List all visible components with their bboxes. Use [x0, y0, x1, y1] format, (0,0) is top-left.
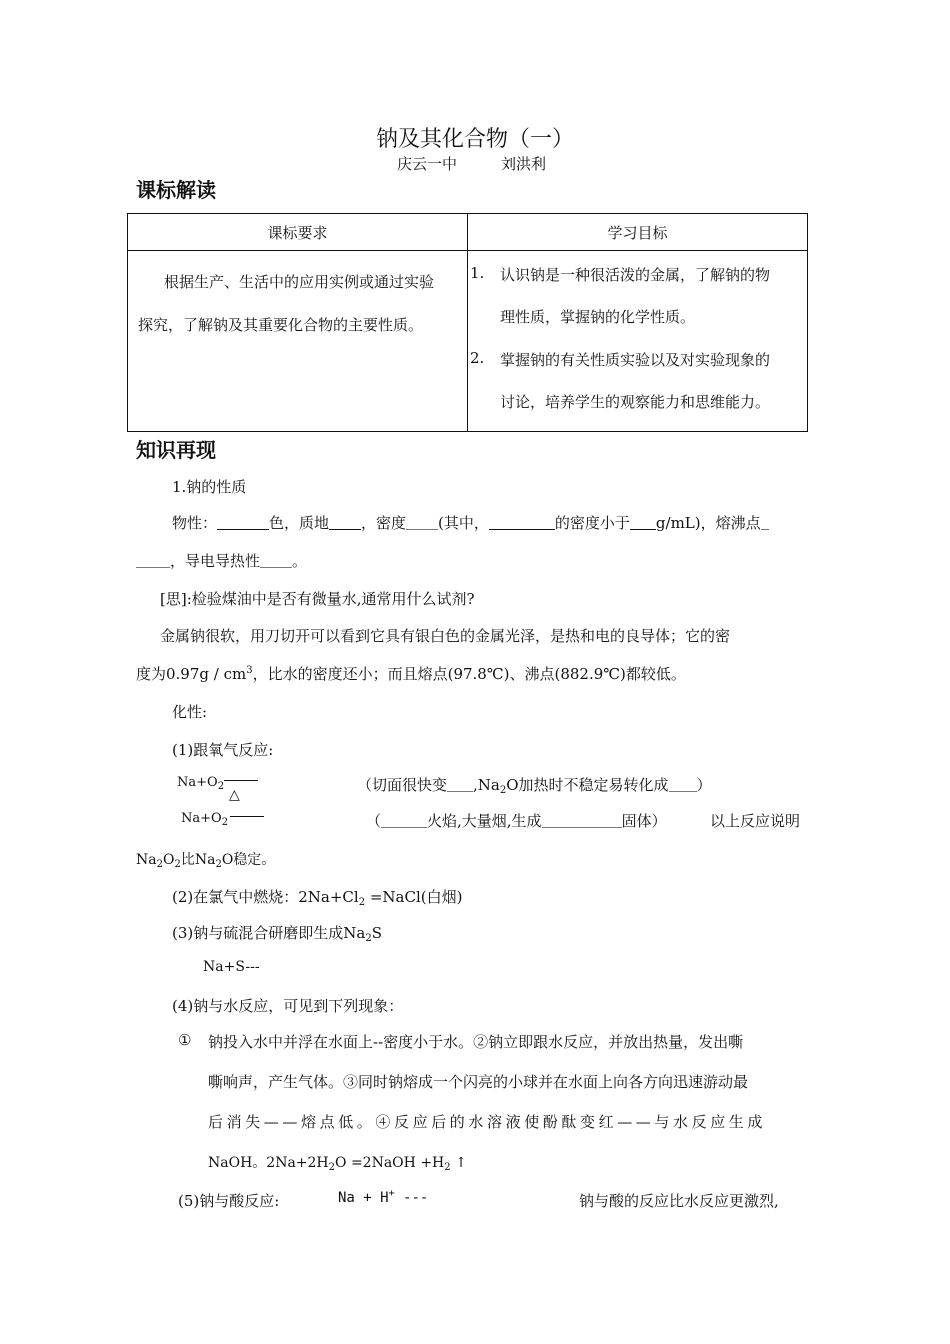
physical-properties-line2 — [136, 550, 307, 571]
chemical-properties-label: 化性: — [172, 703, 208, 721]
table-header-requirements: 课标要求 — [128, 214, 468, 251]
section-heading-knowledge: 知识再现 — [136, 438, 216, 462]
cont-sub3: 2 — [215, 859, 222, 870]
reaction4-line3: 后消失——熔点低。④反应后的水溶液使酚酞变红——与水反应生成 — [208, 1113, 767, 1131]
eq1-arrow-bar — [224, 780, 258, 781]
cont-b: O — [162, 852, 175, 868]
eq2-arrow-bar — [230, 816, 264, 817]
phys-text-2: ，密度 — [361, 514, 407, 532]
reaction3 — [172, 922, 382, 943]
eq1-note-d: ） — [696, 776, 712, 794]
standards-table — [127, 213, 808, 432]
blank-melting-a — [761, 513, 769, 530]
reaction5-title: (5)钠与酸反应: — [178, 1192, 280, 1210]
eq1-text: Na+O — [177, 775, 218, 790]
r2-text-b: =NaCl(白烟) — [365, 888, 463, 906]
requirement-text-line1: 根据生产、生活中的应用实例或通过实验 — [164, 273, 435, 291]
r4-l4-b: O =2NaOH +H — [335, 1155, 445, 1171]
equation2-conclusion-cont — [136, 849, 275, 869]
eq1-note-a: （切面很快变 — [357, 776, 448, 794]
cont-a: Na — [136, 852, 157, 868]
table-header-goals: 学习目标 — [468, 214, 808, 251]
reaction1-title: (1)跟氧气反应: — [172, 741, 274, 759]
reaction4-line4 — [208, 1152, 467, 1172]
equation1 — [177, 775, 224, 790]
eq2-note-b: 火焰,大量烟,生成 — [427, 812, 542, 830]
r4-l4-c: ↑ — [450, 1155, 467, 1171]
r4-l4-sub2: 2 — [444, 1162, 451, 1173]
paragraph-line1: 金属钠很软，用刀切开可以看到它具有银白色的金属光泽，是热和电的良导体；它的密 — [160, 627, 731, 645]
eq2-note-a: （ — [366, 812, 382, 830]
section-heading-standards: 课标解读 — [136, 178, 216, 202]
reaction3-equation: Na+S--- — [203, 959, 260, 975]
reaction4-title: (4)钠与水反应，可见到下列现象： — [172, 997, 404, 1015]
r2-sub: 2 — [358, 897, 366, 908]
r4-l4-a: NaOH。2Na+2H — [208, 1155, 329, 1171]
blank-product — [542, 811, 622, 828]
physical-properties-line1 — [172, 512, 769, 533]
phys-text-6: ，导电导热性 — [170, 552, 261, 570]
r3-sub: 2 — [365, 933, 372, 944]
eq1-sub: 2 — [217, 781, 225, 792]
blank-flame — [381, 811, 427, 828]
think-question: [思]:检验煤油中是否有微量水,通常用什么试剂? — [160, 590, 475, 608]
eq2-sub: 2 — [221, 817, 229, 828]
equation2-conclusion: 以上反应说明 — [710, 812, 801, 830]
cont-sub2: 2 — [174, 859, 181, 870]
r5-eq-sup: + — [388, 1188, 395, 1199]
blank-density-value — [630, 513, 656, 530]
equation2-note — [366, 810, 667, 831]
blank-conductivity — [260, 551, 292, 568]
goal2-number: 2. — [470, 349, 485, 367]
r5-eq-a: Na + H — [338, 1190, 389, 1206]
reaction4-item-number: ① — [178, 1031, 192, 1049]
reaction5-note: 钠与酸的反应比水反应更激烈, — [579, 1192, 779, 1210]
phys-text-4: 的密度小于 — [554, 514, 630, 532]
reaction2 — [172, 886, 462, 907]
blank-substance — [489, 513, 555, 530]
eq1-note-sub: 2 — [499, 785, 507, 796]
blank-texture — [329, 513, 361, 530]
school-name: 庆云一中 — [397, 155, 458, 173]
author-name: 刘洪利 — [501, 155, 547, 173]
heat-triangle-icon: △ — [229, 787, 240, 803]
phys-text-7: 。 — [292, 552, 308, 570]
eq2-text: Na+O — [181, 811, 222, 826]
goal1-line2: 理性质，掌握钠的化学性质。 — [500, 308, 696, 326]
blank-converts-to — [669, 775, 697, 792]
r5-eq-b: --- — [394, 1190, 429, 1206]
phys-text-5: g/mL)，熔沸点 — [655, 514, 761, 532]
reaction5-equation — [338, 1190, 428, 1206]
cont-c: 比Na — [180, 852, 216, 868]
goal2-line1: 掌握钠的有关性质实验以及对实验现象的 — [500, 351, 771, 369]
r2-text-a: (2)在氯气中燃烧：2Na+Cl — [172, 888, 359, 906]
goal2-line2: 讨论，培养学生的观察能力和思维能力。 — [500, 393, 771, 411]
blank-melting-b — [136, 551, 170, 568]
eq1-note-b: ,Na — [473, 776, 500, 794]
reaction4-line2: 嘶响声，产生气体。③同时钠熔成一个闪亮的小球并在水面上向各方向迅速游动最 — [208, 1073, 749, 1091]
blank-cut-surface — [447, 775, 473, 792]
eq1-note-c: O加热时不稳定易转化成 — [506, 776, 669, 794]
cont-sub1: 2 — [156, 859, 163, 870]
para2-text-a: 度为0.97g / cm — [136, 665, 247, 683]
goal1-number: 1. — [470, 264, 485, 282]
blank-density — [406, 513, 438, 530]
phys-text-3: (其中， — [438, 514, 489, 532]
item-sodium-properties: 1.钠的性质 — [172, 478, 247, 496]
equation2 — [181, 811, 228, 826]
goals-cell — [468, 251, 808, 432]
reaction4-line1: 钠投入水中并浮在水面上--密度小于水。②钠立即跟水反应，并放出热量，发出嘶 — [208, 1033, 744, 1051]
r4-l4-sub1: 2 — [328, 1162, 336, 1173]
requirement-text-line2: 探究，了解钠及其重要化合物的主要性质。 — [138, 316, 424, 334]
page-title: 钠及其化合物（一） — [375, 127, 574, 152]
cont-d: O稳定。 — [221, 852, 276, 868]
phys-label: 物性： — [172, 514, 218, 532]
eq2-note-c: 固体） — [621, 812, 667, 830]
byline — [397, 153, 546, 174]
r3-text-a: (3)钠与硫混合研磨即生成Na — [172, 924, 366, 942]
para2-text-b: ，比水的密度还小；而且熔点(97.8℃)、沸点(882.9℃)都较低。 — [252, 665, 686, 683]
r3-text-b: S — [371, 924, 382, 942]
goal1-line1: 认识钠是一种很活泼的金属，了解钠的物 — [500, 266, 771, 284]
requirements-cell — [128, 251, 468, 432]
equation1-note — [357, 774, 712, 795]
phys-text-1: 色，质地 — [269, 514, 330, 532]
paragraph-line2 — [136, 663, 686, 684]
blank-color — [217, 513, 269, 530]
para2-sup: 3 — [246, 665, 253, 676]
